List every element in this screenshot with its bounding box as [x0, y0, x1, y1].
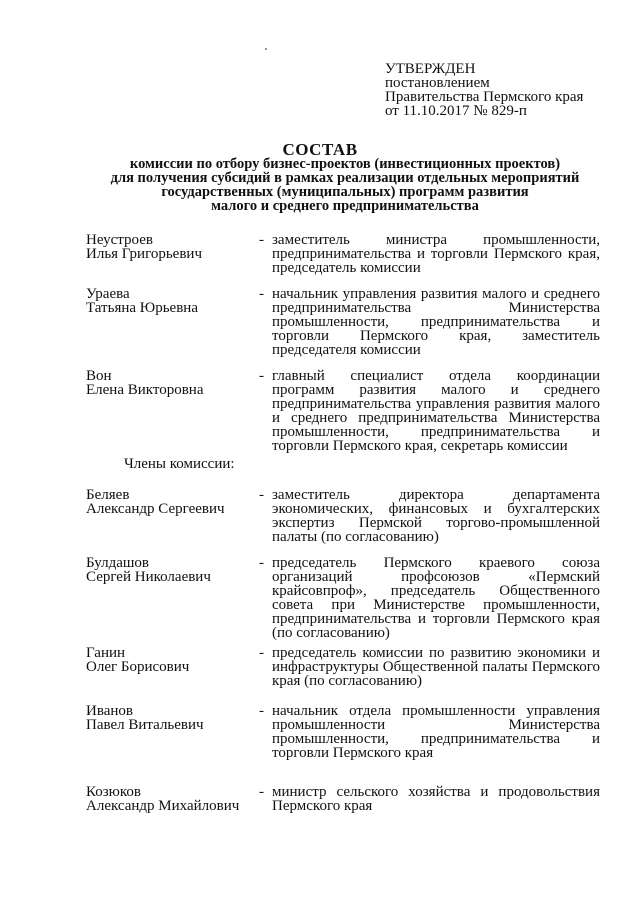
- member-role: заместитель директора департамента экономических, финансовых и бухгалтерских экспертиз Пермской торгово-промышленной палаты (по согласованию): [272, 487, 600, 545]
- member-name: [86, 785, 239, 813]
- approval-line: УТВЕРЖДЕН: [385, 61, 476, 77]
- document-subtitle: [95, 157, 595, 213]
- member-role: министр сельского хозяйства и продовольствия Пермского края: [272, 784, 600, 814]
- dash-separator: -: [259, 555, 264, 571]
- approval-line: постановлением: [385, 75, 490, 91]
- member-surname: Иванов: [86, 703, 133, 719]
- subtitle-line: малого и среднего предпринимательства: [211, 198, 479, 214]
- members-heading: Члены комиссии:: [124, 456, 235, 472]
- member-surname: Булдашов: [86, 555, 149, 571]
- approval-line: от 11.10.2017 № 829-п: [385, 103, 527, 119]
- member-role: заместитель министра промышленности, предпринимательства и торговли Пермского края, председатель комиссии: [272, 232, 600, 276]
- member-given-name: Павел Витальевич: [86, 717, 204, 733]
- dash-separator: -: [259, 784, 264, 800]
- dash-separator: -: [259, 645, 264, 661]
- dash-separator: -: [259, 703, 264, 719]
- approval-line: Правительства Пермского края: [385, 89, 584, 105]
- member-surname: Ганин: [86, 645, 126, 661]
- member-surname: Ураева: [86, 286, 130, 302]
- member-surname: Вон: [86, 368, 112, 384]
- subtitle-line: для получения субсидий в рамках реализации отдельных мероприятий: [110, 170, 580, 186]
- member-given-name: Татьяна Юрьевна: [86, 300, 198, 316]
- member-given-name: Елена Викторовна: [86, 382, 204, 398]
- subtitle-line: комиссии по отбору бизнес-проектов (инвестиционных проектов): [129, 156, 561, 172]
- dash-separator: -: [259, 487, 264, 503]
- member-name: [86, 556, 211, 584]
- member-given-name: Илья Григорьевич: [86, 246, 202, 262]
- member-surname: Козюков: [86, 784, 141, 800]
- member-given-name: Сергей Николаевич: [86, 569, 211, 585]
- scan-speck: [265, 48, 267, 50]
- dash-separator: -: [259, 368, 264, 384]
- member-name: [86, 369, 204, 397]
- member-name: [86, 704, 204, 732]
- member-name: [86, 233, 202, 261]
- member-name: [86, 646, 189, 674]
- subtitle-line: государственных (муниципальных) программ развития: [161, 184, 529, 200]
- member-given-name: Олег Борисович: [86, 659, 190, 675]
- approval-stamp: [385, 62, 583, 118]
- member-surname: Беляев: [86, 487, 130, 503]
- member-role: начальник управления развития малого и среднего предпринимательства Министерства промышленности, предпринимательства и торговли Пермского края, заместитель председателя комиссии: [272, 286, 600, 358]
- member-role: председатель комиссии по развитию экономики и инфраструктуры Общественной палаты Пермского края (по согласованию): [272, 645, 600, 689]
- member-name: [86, 488, 225, 516]
- member-role: начальник отдела промышленности управления промышленности Министерства промышленности, предпринимательства и торговли Пермского края: [272, 703, 600, 761]
- document-title: СОСТАВ: [282, 140, 358, 159]
- member-name: [86, 287, 198, 315]
- member-surname: Неустроев: [86, 232, 153, 248]
- member-role: председатель Пермского краевого союза организаций профсоюзов «Пермский крайсовпроф», председатель Общественного совета при Министерстве промышленности, предпринимательства и торговли Пермского края (по согласованию): [272, 555, 600, 641]
- dash-separator: -: [259, 232, 264, 248]
- member-given-name: Александр Сергеевич: [86, 501, 225, 517]
- member-given-name: Александр Михайлович: [86, 798, 240, 814]
- member-role: главный специалист отдела координации программ развития малого и среднего предпринимательства управления развития малого и среднего предпринимательства Министерства промышленности, предпринимательства и торговли Пермского края, секретарь комиссии: [272, 368, 600, 454]
- dash-separator: -: [259, 286, 264, 302]
